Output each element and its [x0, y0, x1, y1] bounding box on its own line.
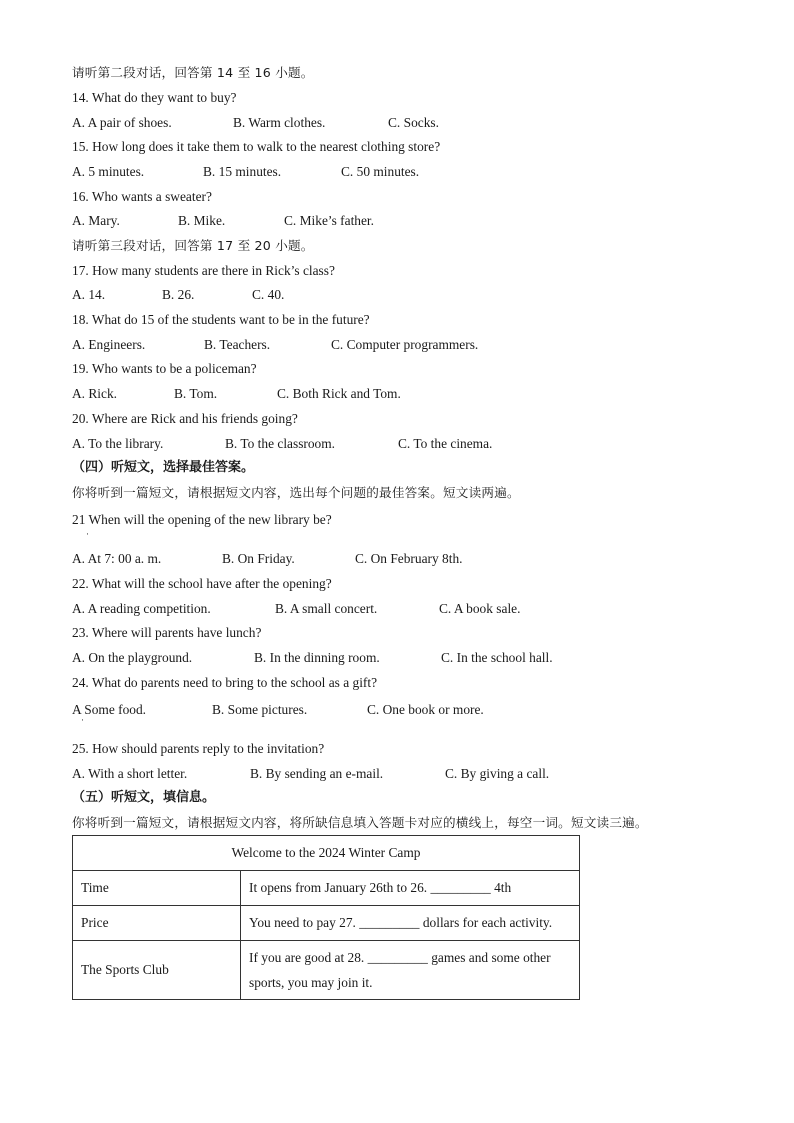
winter-camp-table — [72, 835, 580, 1000]
section-5-title: （五）听短文，填信息。 — [72, 790, 216, 805]
q24-option-c: C. One book or more. — [367, 702, 484, 717]
q20-option-c: C. To the cinema. — [398, 436, 493, 451]
dialogue-3-instruction: 请听第三段对话，回答第 17 至 20 小题。 — [72, 238, 314, 253]
q25-option-a: A. With a short letter. — [72, 766, 188, 781]
q17-option-c: C. 40. — [252, 287, 285, 302]
question-16: 16. Who wants a sweater? — [72, 189, 212, 204]
q17-option-b: B. 26. — [162, 287, 195, 302]
table-row — [73, 906, 580, 941]
dialogue-2-instruction: 请听第二段对话，回答第 14 至 16 小题。 — [72, 65, 314, 80]
q16-option-c: C. Mike’s father. — [284, 213, 374, 228]
section-4-title: （四）听短文，选择最佳答案。 — [72, 460, 255, 475]
question-19: 19. Who wants to be a policeman? — [72, 361, 257, 376]
q19-option-b: B. Tom. — [174, 386, 218, 401]
q16-option-a: A. Mary. — [72, 213, 120, 228]
q21-option-c: C. On February 8th. — [355, 551, 463, 566]
row-text-price: You need to pay 27. _________ dollars for each activity. — [241, 906, 580, 941]
q23-option-a: A. On the playground. — [72, 650, 193, 665]
q14-option-c: C. Socks. — [388, 115, 439, 130]
section-5-instruction: 你将听到一篇短文，请根据短文内容，将所缺信息填入答题卡对应的横线上，每空一词。短文读三遍。 — [72, 815, 648, 830]
row-label-price: Price — [73, 906, 241, 941]
table-row — [73, 871, 580, 906]
q22-option-a: A. A reading competition. — [72, 601, 211, 616]
section-4-instruction: 你将听到一篇短文，请根据短文内容，选出每个问题的最佳答案。短文读两遍。 — [72, 485, 520, 500]
q23-option-c: C. In the school hall. — [441, 650, 553, 665]
q15-option-c: C. 50 minutes. — [341, 164, 420, 179]
question-21: 21 When will the opening of the new library be? — [72, 512, 332, 527]
question-15: 15. How long does it take them to walk to the nearest clothing store? — [72, 139, 441, 154]
question-24: 24. What do parents need to bring to the school as a gift? — [72, 675, 378, 690]
q21-option-b: B. On Friday. — [222, 551, 295, 566]
q22-option-c: C. A book sale. — [439, 601, 521, 616]
stray-mark: · — [86, 529, 89, 539]
row-label-sports-club: The Sports Club — [73, 941, 241, 1000]
q25-option-c: C. By giving a call. — [445, 766, 550, 781]
q18-option-c: C. Computer programmers. — [331, 337, 479, 352]
q25-option-b: B. By sending an e-mail. — [250, 766, 384, 781]
q20-option-a: A. To the library. — [72, 436, 164, 451]
question-18: 18. What do 15 of the students want to be in the future? — [72, 312, 370, 327]
q16-option-b: B. Mike. — [178, 213, 226, 228]
q15-option-a: A. 5 minutes. — [72, 164, 145, 179]
q24-option-a: A Some food. — [72, 702, 147, 717]
q22-option-b: B. A small concert. — [275, 601, 378, 616]
q24-option-b: B. Some pictures. — [212, 702, 308, 717]
q18-option-b: B. Teachers. — [204, 337, 271, 352]
question-17: 17. How many students are there in Rick’s class? — [72, 263, 335, 278]
q14-option-a: A. A pair of shoes. — [72, 115, 172, 130]
stray-mark: · — [81, 715, 84, 725]
q19-option-c: C. Both Rick and Tom. — [277, 386, 401, 401]
question-14: 14. What do they want to buy? — [72, 90, 237, 105]
q21-option-a: A. At 7: 00 a. m. — [72, 551, 162, 566]
q18-option-a: A. Engineers. — [72, 337, 146, 352]
q15-option-b: B. 15 minutes. — [203, 164, 282, 179]
question-23: 23. Where will parents have lunch? — [72, 625, 262, 640]
q23-option-b: B. In the dinning room. — [254, 650, 380, 665]
row-text-sports-club: If you are good at 28. _________ games and some other sports, you may join it. — [241, 941, 580, 1000]
q19-option-a: A. Rick. — [72, 386, 118, 401]
table-row — [73, 941, 580, 1000]
row-text-time: It opens from January 26th to 26. _________ 4th — [241, 871, 580, 906]
table-header: Welcome to the 2024 Winter Camp — [73, 836, 580, 871]
q17-option-a: A. 14. — [72, 287, 106, 302]
q20-option-b: B. To the classroom. — [225, 436, 336, 451]
table-header-row — [73, 836, 580, 871]
row-label-time: Time — [73, 871, 241, 906]
question-20: 20. Where are Rick and his friends going? — [72, 411, 298, 426]
question-22: 22. What will the school have after the opening? — [72, 576, 332, 591]
question-25: 25. How should parents reply to the invitation? — [72, 741, 325, 756]
q14-option-b: B. Warm clothes. — [233, 115, 326, 130]
